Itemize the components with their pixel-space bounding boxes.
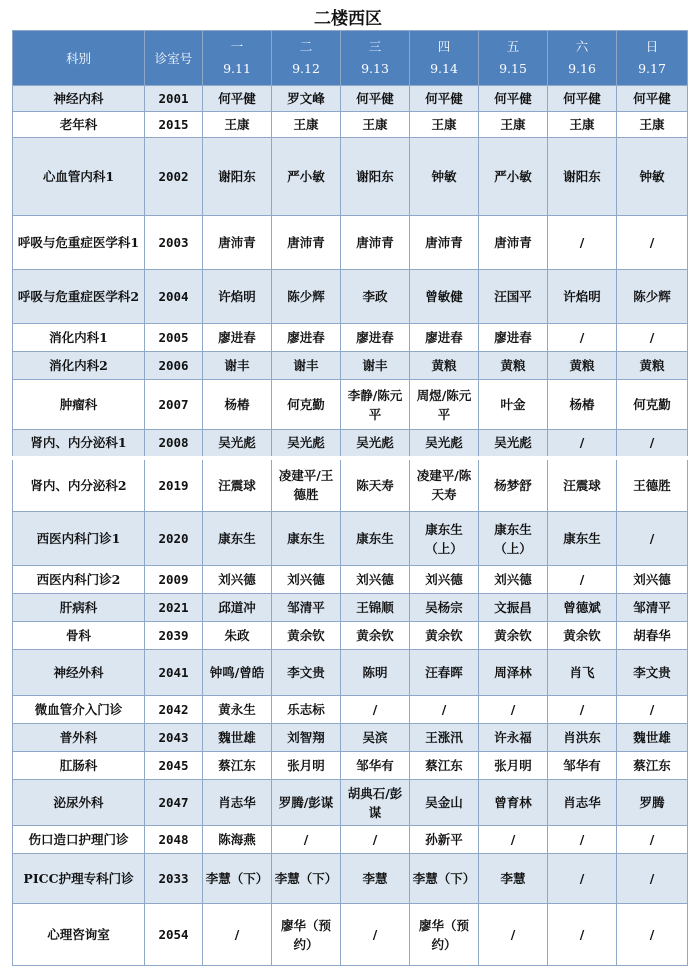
doctor-cell: 陈少辉 <box>272 270 341 324</box>
doctor-cell: 钟敏 <box>410 138 479 216</box>
table-row <box>13 86 688 112</box>
department-cell: 骨科 <box>13 622 145 650</box>
doctor-cell: 杨椿 <box>548 380 617 430</box>
doctor-cell: / <box>548 566 617 594</box>
doctor-cell: / <box>548 696 617 724</box>
doctor-cell: 谢丰 <box>341 352 410 380</box>
doctor-cell: / <box>617 216 688 270</box>
doctor-cell: 黄余钦 <box>548 622 617 650</box>
department-cell: 呼吸与危重症医学科1 <box>13 216 145 270</box>
day-label: 六 <box>575 39 589 54</box>
doctor-cell: 刘兴德 <box>341 566 410 594</box>
doctor-cell: 严小敏 <box>272 138 341 216</box>
doctor-cell: 周煜/陈元平 <box>410 380 479 430</box>
header-day-fri <box>479 31 548 86</box>
room-number-cell: 2039 <box>145 622 203 650</box>
doctor-cell: / <box>548 854 617 904</box>
room-number-cell: 2006 <box>145 352 203 380</box>
doctor-cell: 罗腾/彭谋 <box>272 780 341 826</box>
doctor-cell: 吴光彪 <box>203 430 272 458</box>
doctor-cell: 罗文峰 <box>272 86 341 112</box>
doctor-cell: 邹华有 <box>341 752 410 780</box>
doctor-cell: / <box>548 430 617 458</box>
doctor-cell: 邹清平 <box>617 594 688 622</box>
department-cell: 西医内科门诊2 <box>13 566 145 594</box>
doctor-cell: 王康 <box>617 112 688 138</box>
doctor-cell: 何克勤 <box>617 380 688 430</box>
doctor-cell: 王康 <box>410 112 479 138</box>
doctor-cell: 文振昌 <box>479 594 548 622</box>
doctor-cell: 黄余钦 <box>410 622 479 650</box>
table-row <box>13 696 688 724</box>
doctor-cell: 王涨汛 <box>410 724 479 752</box>
doctor-cell: / <box>479 826 548 854</box>
doctor-cell: 黄粮 <box>410 352 479 380</box>
doctor-cell: 廖进春 <box>479 324 548 352</box>
doctor-cell: / <box>410 696 479 724</box>
doctor-cell: 曾德斌 <box>548 594 617 622</box>
header-day-tue <box>272 31 341 86</box>
doctor-cell: / <box>272 826 341 854</box>
date-label: 9.11 <box>223 61 251 76</box>
department-cell: 神经内科 <box>13 86 145 112</box>
doctor-cell: 黄余钦 <box>272 622 341 650</box>
doctor-cell: 陈少辉 <box>617 270 688 324</box>
room-number-cell: 2007 <box>145 380 203 430</box>
room-number-cell: 2008 <box>145 430 203 458</box>
department-cell: 心理咨询室 <box>13 904 145 966</box>
doctor-cell: 杨梦舒 <box>479 458 548 512</box>
doctor-cell: 廖华（预约） <box>272 904 341 966</box>
page-title: 二楼西区 <box>314 9 382 29</box>
doctor-cell: / <box>341 904 410 966</box>
doctor-cell: 肖志华 <box>548 780 617 826</box>
department-cell: 消化内科1 <box>13 324 145 352</box>
doctor-cell: 钟敏 <box>617 138 688 216</box>
doctor-cell: 廖进春 <box>203 324 272 352</box>
doctor-cell: 王康 <box>548 112 617 138</box>
doctor-cell: 刘兴德 <box>410 566 479 594</box>
header-dept: 科别 <box>13 31 145 86</box>
doctor-cell: / <box>617 826 688 854</box>
doctor-cell: 谢阳东 <box>341 138 410 216</box>
doctor-cell: 吴滨 <box>341 724 410 752</box>
room-number-cell: 2002 <box>145 138 203 216</box>
department-cell: 消化内科2 <box>13 352 145 380</box>
table-row <box>13 216 688 270</box>
room-number-cell: 2048 <box>145 826 203 854</box>
doctor-cell: 许焰明 <box>203 270 272 324</box>
table-row <box>13 352 688 380</box>
date-label: 9.12 <box>292 61 320 76</box>
doctor-cell: 何平健 <box>203 86 272 112</box>
doctor-cell: 康东生 <box>341 512 410 566</box>
schedule-body <box>13 86 688 966</box>
doctor-cell: 罗腾 <box>617 780 688 826</box>
department-cell: 伤口造口护理门诊 <box>13 826 145 854</box>
department-cell: 神经外科 <box>13 650 145 696</box>
date-label: 9.16 <box>568 61 596 76</box>
room-number-cell: 2020 <box>145 512 203 566</box>
doctor-cell: 谢丰 <box>203 352 272 380</box>
doctor-cell: 吴光彪 <box>272 430 341 458</box>
doctor-cell: 黄粮 <box>479 352 548 380</box>
table-row <box>13 512 688 566</box>
doctor-cell: 许焰明 <box>548 270 617 324</box>
department-cell: 泌尿外科 <box>13 780 145 826</box>
table-row <box>13 380 688 430</box>
doctor-cell: 康东生 <box>203 512 272 566</box>
doctor-cell: 唐沛青 <box>203 216 272 270</box>
doctor-cell: 邱道冲 <box>203 594 272 622</box>
doctor-cell: / <box>617 324 688 352</box>
header-room: 诊室号 <box>145 31 203 86</box>
table-row <box>13 752 688 780</box>
doctor-cell: 魏世雄 <box>617 724 688 752</box>
doctor-cell: 王康 <box>479 112 548 138</box>
doctor-cell: 吴光彪 <box>341 430 410 458</box>
doctor-cell: 叶金 <box>479 380 548 430</box>
doctor-cell: 蔡江东 <box>203 752 272 780</box>
doctor-cell: 康东生 <box>548 512 617 566</box>
doctor-cell: 吴光彪 <box>410 430 479 458</box>
doctor-cell: 王康 <box>203 112 272 138</box>
doctor-cell: 钟鸣/曾皓 <box>203 650 272 696</box>
doctor-cell: 杨椿 <box>203 380 272 430</box>
doctor-cell: / <box>479 696 548 724</box>
day-label: 一 <box>230 39 244 54</box>
doctor-cell: 胡春华 <box>617 622 688 650</box>
doctor-cell: 何平健 <box>548 86 617 112</box>
room-number-cell: 2001 <box>145 86 203 112</box>
table-row <box>13 650 688 696</box>
table-row <box>13 904 688 966</box>
doctor-cell: 李慧 <box>479 854 548 904</box>
doctor-cell: 黄粮 <box>548 352 617 380</box>
department-cell: 呼吸与危重症医学科2 <box>13 270 145 324</box>
doctor-cell: 陈天寿 <box>341 458 410 512</box>
day-label: 三 <box>368 39 382 54</box>
doctor-cell: 廖进春 <box>410 324 479 352</box>
doctor-cell: 陈海燕 <box>203 826 272 854</box>
room-number-cell: 2015 <box>145 112 203 138</box>
doctor-cell: 张月明 <box>479 752 548 780</box>
doctor-cell: 唐沛青 <box>479 216 548 270</box>
doctor-cell: 李文贵 <box>617 650 688 696</box>
doctor-cell: 吴光彪 <box>479 430 548 458</box>
doctor-cell: 李慧 <box>341 854 410 904</box>
date-label: 9.17 <box>638 61 666 76</box>
doctor-cell: 魏世雄 <box>203 724 272 752</box>
doctor-cell: 许永福 <box>479 724 548 752</box>
doctor-cell: / <box>548 904 617 966</box>
doctor-cell: 邹清平 <box>272 594 341 622</box>
doctor-cell: / <box>617 512 688 566</box>
doctor-cell: 蔡江东 <box>410 752 479 780</box>
department-cell: PICC护理专科门诊 <box>13 854 145 904</box>
department-cell: 西医内科门诊1 <box>13 512 145 566</box>
doctor-cell: 李慧（下） <box>203 854 272 904</box>
doctor-cell: 李文贵 <box>272 650 341 696</box>
room-number-cell: 2021 <box>145 594 203 622</box>
table-row <box>13 780 688 826</box>
doctor-cell: 王德胜 <box>617 458 688 512</box>
doctor-cell: 何平健 <box>410 86 479 112</box>
doctor-cell: 黄余钦 <box>479 622 548 650</box>
room-number-cell: 2041 <box>145 650 203 696</box>
doctor-cell: 王康 <box>341 112 410 138</box>
doctor-cell: 黄余钦 <box>341 622 410 650</box>
doctor-cell: 王锦顺 <box>341 594 410 622</box>
department-cell: 普外科 <box>13 724 145 752</box>
department-cell: 肾内、内分泌科1 <box>13 430 145 458</box>
doctor-cell: 何平健 <box>617 86 688 112</box>
doctor-cell: / <box>617 854 688 904</box>
doctor-cell: 李慧（下） <box>272 854 341 904</box>
doctor-cell: 何克勤 <box>272 380 341 430</box>
room-number-cell: 2047 <box>145 780 203 826</box>
room-number-cell: 2054 <box>145 904 203 966</box>
doctor-cell: 廖进春 <box>341 324 410 352</box>
doctor-cell: 黄粮 <box>617 352 688 380</box>
doctor-cell: 乐志标 <box>272 696 341 724</box>
room-number-cell: 2003 <box>145 216 203 270</box>
doctor-cell: 康东生（上） <box>479 512 548 566</box>
doctor-cell: 肖洪东 <box>548 724 617 752</box>
header-row <box>13 31 688 86</box>
doctor-cell: / <box>341 696 410 724</box>
doctor-cell: / <box>341 826 410 854</box>
doctor-cell: 李政 <box>341 270 410 324</box>
room-number-cell: 2004 <box>145 270 203 324</box>
doctor-cell: 谢丰 <box>272 352 341 380</box>
doctor-cell: 王康 <box>272 112 341 138</box>
day-label: 二 <box>299 39 313 54</box>
date-label: 9.15 <box>499 61 527 76</box>
doctor-cell: / <box>479 904 548 966</box>
department-cell: 肿瘤科 <box>13 380 145 430</box>
doctor-cell: 吴金山 <box>410 780 479 826</box>
table-row <box>13 138 688 216</box>
department-cell: 心血管内科1 <box>13 138 145 216</box>
table-row <box>13 622 688 650</box>
doctor-cell: / <box>617 696 688 724</box>
doctor-cell: 廖华（预约） <box>410 904 479 966</box>
doctor-cell: 何平健 <box>479 86 548 112</box>
date-label: 9.14 <box>430 61 458 76</box>
header-day-wed <box>341 31 410 86</box>
doctor-cell: 胡典石/彭谋 <box>341 780 410 826</box>
room-number-cell: 2045 <box>145 752 203 780</box>
doctor-cell: 凌建平/王德胜 <box>272 458 341 512</box>
doctor-cell: 汪春晖 <box>410 650 479 696</box>
table-row <box>13 430 688 458</box>
doctor-cell: 唐沛青 <box>272 216 341 270</box>
room-number-cell: 2033 <box>145 854 203 904</box>
doctor-cell: / <box>548 216 617 270</box>
doctor-cell: 蔡江东 <box>617 752 688 780</box>
doctor-cell: 孙新平 <box>410 826 479 854</box>
doctor-cell: 谢阳东 <box>203 138 272 216</box>
table-row <box>13 594 688 622</box>
doctor-cell: 肖志华 <box>203 780 272 826</box>
doctor-cell: 唐沛青 <box>341 216 410 270</box>
table-row <box>13 270 688 324</box>
doctor-cell: 唐沛青 <box>410 216 479 270</box>
day-label: 四 <box>437 39 451 54</box>
doctor-cell: 吴杨宗 <box>410 594 479 622</box>
doctor-cell: 张月明 <box>272 752 341 780</box>
table-row <box>13 826 688 854</box>
header-day-sun <box>617 31 688 86</box>
doctor-cell: 黄永生 <box>203 696 272 724</box>
table-row <box>13 324 688 352</box>
room-number-cell: 2042 <box>145 696 203 724</box>
doctor-cell: 刘兴德 <box>479 566 548 594</box>
table-row <box>13 112 688 138</box>
room-number-cell: 2009 <box>145 566 203 594</box>
doctor-cell: 刘兴德 <box>617 566 688 594</box>
doctor-cell: 李静/陈元平 <box>341 380 410 430</box>
doctor-cell: / <box>617 430 688 458</box>
doctor-cell: 李慧（下） <box>410 854 479 904</box>
doctor-cell: 何平健 <box>341 86 410 112</box>
doctor-cell: 周泽林 <box>479 650 548 696</box>
schedule-table <box>12 30 688 966</box>
doctor-cell: 康东生 <box>272 512 341 566</box>
room-number-cell: 2019 <box>145 458 203 512</box>
doctor-cell: 曾育林 <box>479 780 548 826</box>
doctor-cell: 汪震球 <box>548 458 617 512</box>
header-day-sat <box>548 31 617 86</box>
department-cell: 老年科 <box>13 112 145 138</box>
doctor-cell: 康东生（上） <box>410 512 479 566</box>
doctor-cell: 刘兴德 <box>203 566 272 594</box>
table-row <box>13 724 688 752</box>
doctor-cell: / <box>203 904 272 966</box>
table-row <box>13 854 688 904</box>
doctor-cell: 汪国平 <box>479 270 548 324</box>
doctor-cell: 曾敏健 <box>410 270 479 324</box>
doctor-cell: 刘兴德 <box>272 566 341 594</box>
doctor-cell: 谢阳东 <box>548 138 617 216</box>
doctor-cell: 凌建平/陈天寿 <box>410 458 479 512</box>
doctor-cell: 邹华有 <box>548 752 617 780</box>
header-day-thu <box>410 31 479 86</box>
room-number-cell: 2005 <box>145 324 203 352</box>
date-label: 9.13 <box>361 61 389 76</box>
doctor-cell: 廖进春 <box>272 324 341 352</box>
day-label: 五 <box>506 39 520 54</box>
doctor-cell: 肖飞 <box>548 650 617 696</box>
department-cell: 肾内、内分泌科2 <box>13 458 145 512</box>
doctor-cell: 汪震球 <box>203 458 272 512</box>
doctor-cell: 朱政 <box>203 622 272 650</box>
day-label: 日 <box>645 39 659 54</box>
header-day-mon <box>203 31 272 86</box>
department-cell: 肝病科 <box>13 594 145 622</box>
doctor-cell: 严小敏 <box>479 138 548 216</box>
doctor-cell: / <box>548 826 617 854</box>
room-number-cell: 2043 <box>145 724 203 752</box>
table-row <box>13 458 688 512</box>
doctor-cell: / <box>617 904 688 966</box>
doctor-cell: / <box>548 324 617 352</box>
doctor-cell: 刘智翔 <box>272 724 341 752</box>
table-row <box>13 566 688 594</box>
department-cell: 微血管介入门诊 <box>13 696 145 724</box>
doctor-cell: 陈明 <box>341 650 410 696</box>
department-cell: 肛肠科 <box>13 752 145 780</box>
